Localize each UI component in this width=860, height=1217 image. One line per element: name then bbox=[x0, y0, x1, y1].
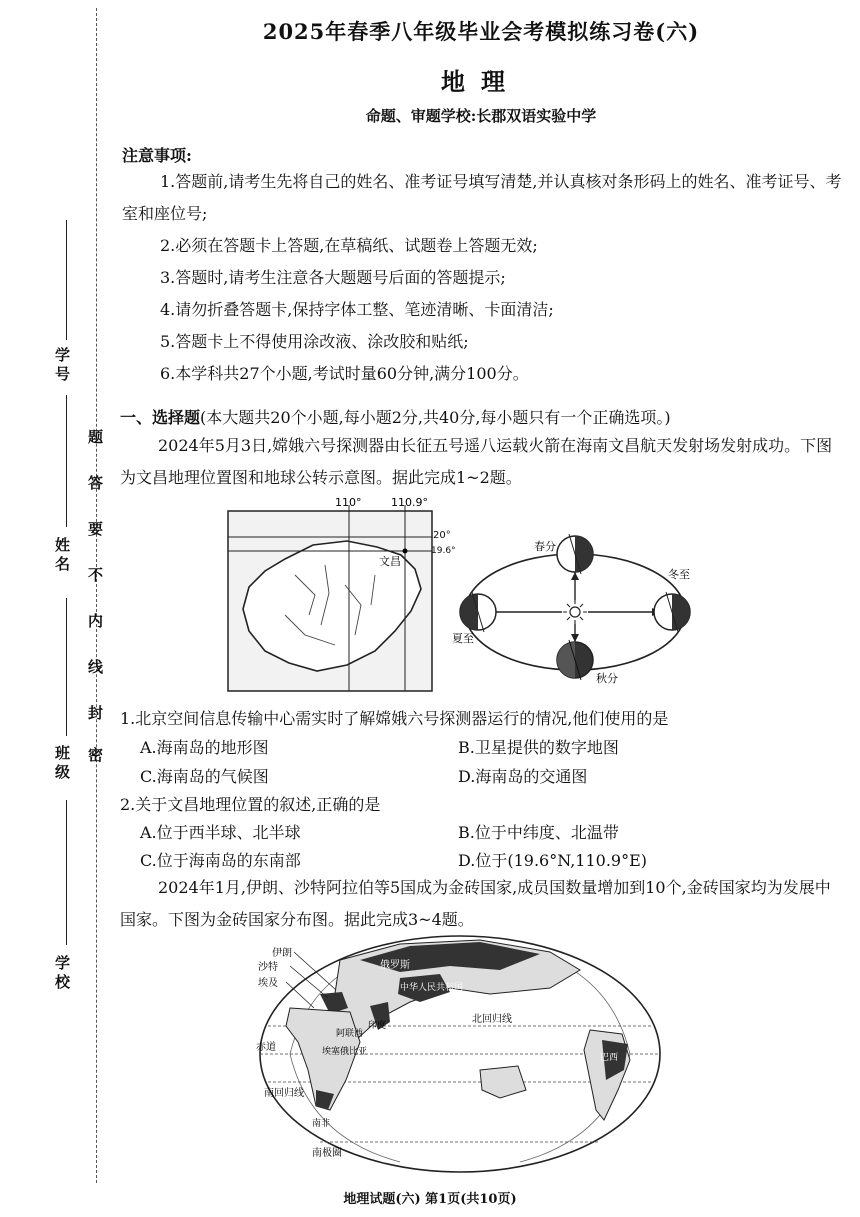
question-2-option-c[interactable]: C.位于海南岛的东南部 bbox=[140, 851, 301, 870]
earth-autumn-equinox bbox=[557, 640, 593, 680]
notice-heading: 注意事项: bbox=[122, 146, 192, 165]
orbit-label-summer: 夏至 bbox=[452, 632, 474, 645]
seal-text-char: 答 bbox=[88, 474, 104, 492]
passage-1: 2024年5月3日,嫦娥六号探测器由长征五号遥八运载火箭在海南文昌航天发射场发射成功。下图为文昌地理位置图和地球公转示意图。据此完成1~2题。 bbox=[120, 436, 833, 487]
notice-item: 5.答题卡上不得使用涂改液、涂改胶和贴纸; bbox=[160, 332, 469, 351]
question-1-option-c[interactable]: C.海南岛的气候图 bbox=[140, 767, 269, 786]
seal-text-char: 线 bbox=[88, 658, 104, 676]
brics-world-map bbox=[250, 930, 670, 1178]
section-desc: (本大题共20个小题,每小题2分,共40分,每小题只有一个正确选项。) bbox=[200, 408, 671, 427]
section-heading bbox=[120, 405, 842, 428]
notice-item: 6.本学科共27个小题,考试时量60分钟,满分100分。 bbox=[160, 364, 529, 383]
label-equator: 赤道 bbox=[256, 1042, 276, 1053]
label-tropic-capricorn: 南回归线 bbox=[264, 1088, 304, 1099]
label-india: 印度 bbox=[368, 1021, 387, 1031]
question-1-stem: 1.北京空间信息传输中心需实时了解嫦娥六号探测器运行的情况,他们使用的是 bbox=[120, 709, 669, 728]
label-russia: 俄罗斯 bbox=[380, 960, 410, 971]
binding-dashed-line bbox=[96, 8, 97, 1183]
seal-text-char: 内 bbox=[88, 612, 104, 630]
name-blank[interactable] bbox=[66, 395, 67, 527]
earth-spring-equinox bbox=[557, 534, 593, 574]
lat-label: 20° bbox=[433, 530, 451, 541]
orbit-label-spring: 春分 bbox=[534, 540, 556, 553]
label-china: 中华人民共和国 bbox=[400, 983, 464, 993]
question-1-option-b[interactable]: B.卫星提供的数字地图 bbox=[458, 738, 619, 757]
label-saudi: 沙特 bbox=[258, 962, 278, 973]
school-blank[interactable] bbox=[66, 800, 67, 945]
notice-item: 2.必须在答题卡上答题,在草稿纸、试题卷上答题无效; bbox=[160, 236, 538, 255]
seal-text-char: 题 bbox=[88, 428, 104, 446]
notice-item: 3.答题时,请考生注意各大题题号后面的答题提示; bbox=[160, 268, 506, 287]
setter-school: 命题、审题学校:长郡双语实验中学 bbox=[365, 107, 597, 125]
label-ethiopia: 埃塞俄比亚 bbox=[322, 1047, 368, 1057]
question-2-option-a[interactable]: A.位于西半球、北半球 bbox=[140, 823, 301, 842]
question-2-option-b[interactable]: B.位于中纬度、北温带 bbox=[458, 823, 619, 842]
class-blank[interactable] bbox=[66, 598, 67, 736]
wenchang-point bbox=[403, 549, 408, 554]
seal-text-char: 封 bbox=[88, 704, 104, 722]
lat-label: 19.6° bbox=[431, 546, 456, 556]
label-uae: 阿联酋 bbox=[336, 1029, 364, 1039]
name-label: 姓名 bbox=[53, 537, 71, 575]
exam-title: 2025年春季八年级毕业会考模拟练习卷(六) bbox=[262, 19, 700, 44]
wenchang-location-map bbox=[225, 495, 435, 695]
student-id-blank[interactable] bbox=[66, 220, 67, 340]
orbit-label-autumn: 秋分 bbox=[596, 672, 618, 685]
school-label: 学校 bbox=[53, 955, 71, 993]
label-south-africa: 南非 bbox=[312, 1119, 331, 1129]
subject-title: 地理 bbox=[441, 67, 521, 96]
seal-text-char: 不 bbox=[88, 566, 104, 584]
label-tropic-cancer: 北回归线 bbox=[472, 1014, 512, 1025]
question-2-stem: 2.关于文昌地理位置的叙述,正确的是 bbox=[120, 795, 381, 814]
label-iran: 伊朗 bbox=[272, 948, 292, 959]
seal-text-char: 要 bbox=[88, 520, 104, 538]
label-egypt: 埃及 bbox=[258, 978, 278, 989]
question-1-option-d[interactable]: D.海南岛的交通图 bbox=[458, 767, 588, 786]
question-2-option-d[interactable]: D.位于(19.6°N,110.9°E) bbox=[458, 851, 648, 870]
label-antarctic-circle: 南极圈 bbox=[312, 1148, 342, 1159]
earth-summer-solstice bbox=[460, 592, 496, 632]
notice-item: 4.请勿折叠答题卡,保持字体工整、笔迹清晰、卡面清洁; bbox=[160, 300, 554, 319]
notice-item: 1.答题前,请考生先将自己的姓名、准考证号填写清楚,并认真核对条形码上的姓名、准考证号、考室和座位号; bbox=[122, 172, 842, 223]
earth-revolution-diagram bbox=[450, 520, 700, 690]
lon-label: 110.9° bbox=[391, 496, 428, 509]
seal-text-char: 密 bbox=[88, 746, 104, 764]
earth-winter-solstice bbox=[654, 592, 690, 632]
passage-2: 2024年1月,伊朗、沙特阿拉伯等5国成为金砖国家,成员国数量增加到10个,金砖国家均为发展中国家。下图为金砖国家分布图。据此完成3~4题。 bbox=[120, 878, 831, 929]
question-1-option-a[interactable]: A.海南岛的地形图 bbox=[140, 738, 269, 757]
place-label-wenchang: 文昌 bbox=[379, 555, 401, 568]
student-id-label: 学号 bbox=[53, 347, 71, 385]
page-footer: 地理试题(六) 第1页(共10页) bbox=[343, 1192, 517, 1207]
orbit-label-winter: 冬至 bbox=[668, 568, 690, 581]
label-brazil: 巴西 bbox=[600, 1053, 619, 1063]
section-title: 一、选择题 bbox=[120, 408, 201, 427]
lon-label: 110° bbox=[335, 496, 362, 509]
sun-icon bbox=[563, 600, 587, 624]
class-label: 班级 bbox=[53, 745, 71, 783]
